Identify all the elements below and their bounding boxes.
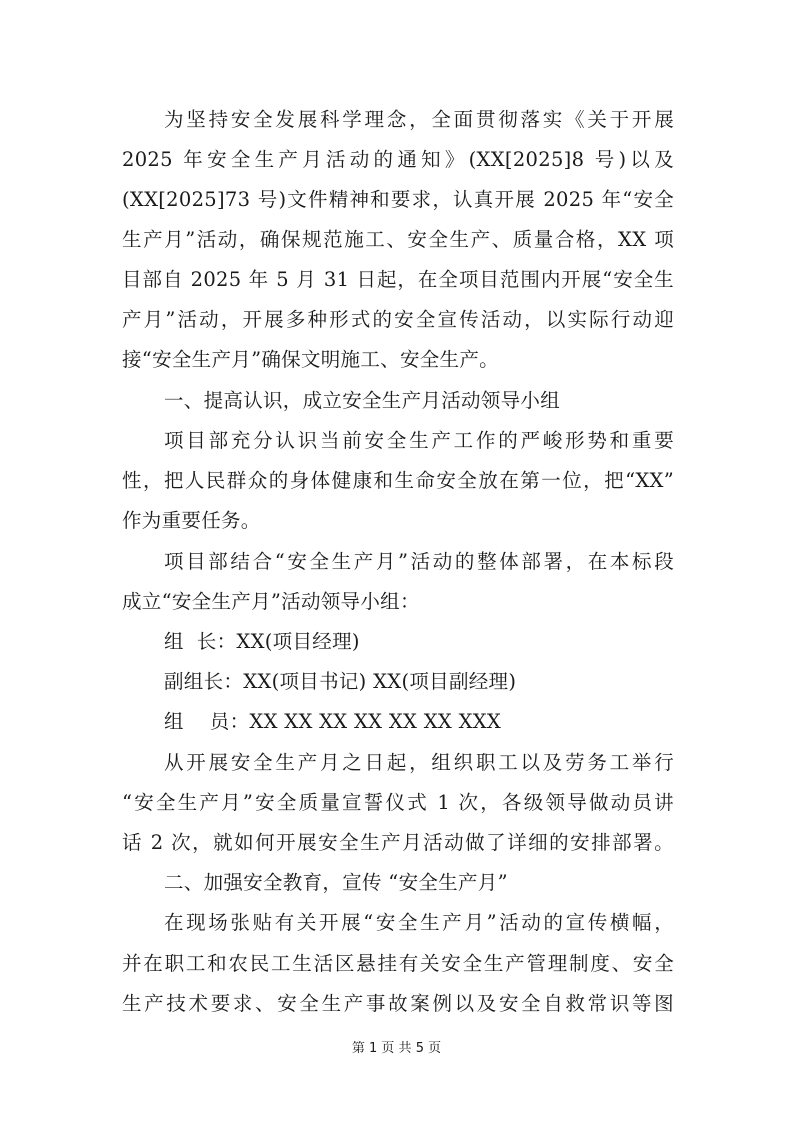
section-heading: 二、加强安全教育，宣传 “安全生产月” (164, 871, 508, 894)
paragraph-line: 并在职工和农民工生活区悬挂有关安全生产管理制度、安全 (122, 952, 674, 975)
paragraph-line: 目部自 2025 年 5 月 31 日起，在全项目范围内开展“安全生 (122, 268, 674, 291)
member-entry: 组 员：XX XX XX XX XX XX XXX (164, 710, 502, 733)
section-heading: 一、提高认识，成立安全生产月活动领导小组 (164, 389, 561, 412)
paragraph-line: 性，把人民群众的身体健康和生命安全放在第一位，把“XX” (122, 469, 674, 492)
paragraph-line: “安全生产月”安全质量宣誓仪式 1 次，各级领导做动员讲 (122, 791, 674, 814)
paragraph-line: 项目部充分认识当前安全生产工作的严峻形势和重要 (164, 429, 674, 452)
paragraph-line: (XX[2025]73 号)文件精神和要求，认真开展 2025 年“安全 (122, 188, 674, 211)
paragraph-line: 接“安全生产月”确保文明施工、安全生产。 (122, 348, 499, 371)
paragraph-line: 成立“安全生产月”活动领导小组： (122, 590, 420, 613)
deputy-leader-entry: 副组长：XX(项目书记) XX(项目副经理) (164, 670, 517, 693)
paragraph-line: 作为重要任务。 (122, 509, 261, 532)
paragraph-line: 2025 年安全生产月活动的通知》(XX[2025]8 号)以及 (122, 148, 674, 171)
paragraph-line: 项目部结合“安全生产月”活动的整体部署，在本标段 (164, 550, 674, 573)
paragraph-line: 话 2 次，就如何开展安全生产月活动做了详细的安排部署。 (122, 831, 674, 854)
paragraph-line: 从开展安全生产月之日起，组织职工以及劳务工举行 (164, 751, 674, 774)
page-number-footer: 第 1 页 共 5 页 (351, 1041, 442, 1056)
paragraph-line: 在现场张贴有关开展“安全生产月”活动的宣传横幅， (164, 911, 674, 934)
paragraph-line: 产月”活动，开展多种形式的安全宣传活动，以实际行动迎 (122, 308, 674, 331)
leader-entry: 组 长：XX(项目经理) (164, 630, 360, 653)
paragraph-line: 为坚持安全发展科学理念，全面贯彻落实《关于开展 (164, 108, 674, 131)
paragraph-line: 生产技术要求、安全生产事故案例以及安全自救常识等图 (122, 992, 674, 1015)
paragraph-line: 生产月”活动，确保规范施工、安全生产、质量合格，XX 项 (122, 228, 674, 251)
